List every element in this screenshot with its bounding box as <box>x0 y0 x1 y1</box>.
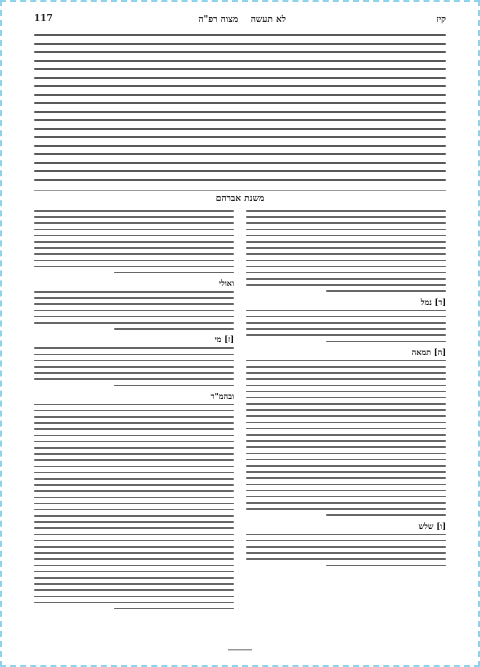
text-line <box>34 210 234 212</box>
text-line <box>34 558 234 560</box>
text-line <box>34 540 234 542</box>
text-line <box>34 490 234 492</box>
text-line <box>34 247 234 249</box>
text-line <box>34 416 234 418</box>
text-line <box>34 145 446 147</box>
text-line <box>246 403 446 405</box>
text-line <box>34 565 234 567</box>
text-line <box>246 266 446 268</box>
text-line <box>34 515 234 517</box>
commentary-column-right <box>246 210 446 640</box>
text-line <box>34 102 446 104</box>
text-line <box>34 447 234 449</box>
text-line <box>34 162 446 164</box>
text-line <box>246 366 446 368</box>
text-line <box>34 222 234 224</box>
commentary-heading: [ו] שלש <box>418 520 446 531</box>
text-line <box>246 272 446 274</box>
text-line <box>326 290 446 292</box>
text-line <box>246 465 446 467</box>
text-line <box>246 496 446 498</box>
text-line <box>34 128 446 130</box>
text-line <box>34 410 234 412</box>
text-line <box>34 179 446 181</box>
text-line <box>34 34 446 36</box>
text-line <box>34 589 234 591</box>
text-line <box>246 490 446 492</box>
text-line <box>246 546 446 548</box>
text-line <box>246 385 446 387</box>
folio-label: קיז <box>436 15 446 25</box>
text-line <box>246 322 446 324</box>
text-line <box>34 322 234 324</box>
text-line <box>246 446 446 448</box>
text-line <box>246 415 446 417</box>
text-line <box>246 260 446 262</box>
text-line <box>34 577 234 579</box>
text-line <box>246 540 446 542</box>
text-line <box>34 521 234 523</box>
text-line <box>246 484 446 486</box>
text-line <box>34 546 234 548</box>
text-line <box>246 434 446 436</box>
text-line <box>246 558 446 560</box>
commentary-heading: [ה] תמאה <box>411 346 446 357</box>
text-line <box>34 310 234 312</box>
text-line <box>114 385 234 387</box>
text-line <box>34 216 234 218</box>
text-line <box>34 527 234 529</box>
text-line <box>34 94 446 96</box>
text-line <box>246 284 446 286</box>
text-line <box>34 441 234 443</box>
text-line <box>246 459 446 461</box>
text-line <box>34 466 234 468</box>
commentary-heading: ואולי <box>218 278 234 289</box>
text-line <box>326 565 446 567</box>
text-line <box>34 596 234 598</box>
text-line <box>246 235 446 237</box>
text-line <box>246 372 446 374</box>
text-line <box>34 111 446 113</box>
commentary-heading: [ד] נמל <box>420 296 446 307</box>
section-divider <box>34 190 446 191</box>
running-title-sub: מצוה רפ"ה <box>198 15 239 25</box>
text-line <box>34 51 446 53</box>
text-line <box>246 222 446 224</box>
text-line <box>34 291 234 293</box>
text-line <box>34 153 446 155</box>
text-line <box>246 360 446 362</box>
text-line <box>246 310 446 312</box>
text-line <box>246 428 446 430</box>
text-line <box>246 397 446 399</box>
text-line <box>34 347 234 349</box>
text-line <box>34 435 234 437</box>
text-line <box>34 583 234 585</box>
text-line <box>34 404 234 406</box>
text-line <box>34 68 446 70</box>
text-line <box>34 602 234 604</box>
text-line <box>34 297 234 299</box>
text-line <box>246 253 446 255</box>
text-line <box>246 378 446 380</box>
page-number: 117 <box>34 14 53 24</box>
text-line <box>114 328 234 330</box>
text-line <box>34 60 446 62</box>
text-line <box>246 278 446 280</box>
text-line <box>34 229 234 231</box>
page-header <box>34 14 446 26</box>
text-line <box>34 571 234 573</box>
text-line <box>34 136 446 138</box>
running-title <box>198 14 286 25</box>
text-line <box>34 303 234 305</box>
text-line <box>34 422 234 424</box>
text-line <box>246 216 446 218</box>
text-line <box>34 509 234 511</box>
text-line <box>246 328 446 330</box>
running-title-main: לא תעשה <box>250 15 286 25</box>
text-line <box>34 453 234 455</box>
text-line <box>34 372 234 374</box>
text-line <box>246 210 446 212</box>
footer-ornament <box>227 646 253 654</box>
text-line <box>34 378 234 380</box>
text-line <box>34 552 234 554</box>
commentary-column-left <box>34 210 234 640</box>
text-line <box>246 552 446 554</box>
text-line <box>34 459 234 461</box>
text-line <box>246 247 446 249</box>
text-line <box>34 354 234 356</box>
text-line <box>34 484 234 486</box>
text-line <box>34 360 234 362</box>
text-line <box>246 440 446 442</box>
text-line <box>326 341 446 343</box>
text-line <box>34 43 446 45</box>
text-line <box>34 428 234 430</box>
text-line <box>246 334 446 336</box>
text-line <box>34 85 446 87</box>
text-line <box>34 119 446 121</box>
text-line <box>34 253 234 255</box>
text-line <box>34 266 234 268</box>
text-line <box>246 502 446 504</box>
text-line <box>246 471 446 473</box>
text-line <box>246 316 446 318</box>
text-line <box>114 608 234 610</box>
commentary-title: משנת אברהם <box>215 194 265 204</box>
text-line <box>34 497 234 499</box>
text-line <box>246 229 446 231</box>
text-line <box>34 316 234 318</box>
text-line <box>34 77 446 79</box>
text-line <box>34 478 234 480</box>
text-line <box>246 409 446 411</box>
text-line <box>34 534 234 536</box>
text-line <box>246 508 446 510</box>
text-line <box>34 366 234 368</box>
text-line <box>246 477 446 479</box>
text-line <box>34 235 234 237</box>
main-text-block <box>34 34 446 182</box>
text-line <box>246 241 446 243</box>
text-line <box>34 260 234 262</box>
text-line <box>34 472 234 474</box>
text-line <box>114 272 234 274</box>
text-line <box>246 453 446 455</box>
text-line <box>326 514 446 516</box>
text-line <box>246 422 446 424</box>
text-line <box>34 170 446 172</box>
text-line <box>34 503 234 505</box>
text-line <box>246 534 446 536</box>
commentary-heading: ובהמ"ר <box>210 390 234 401</box>
commentary-heading: [ז] מי <box>214 334 234 345</box>
text-line <box>246 391 446 393</box>
text-line <box>34 241 234 243</box>
